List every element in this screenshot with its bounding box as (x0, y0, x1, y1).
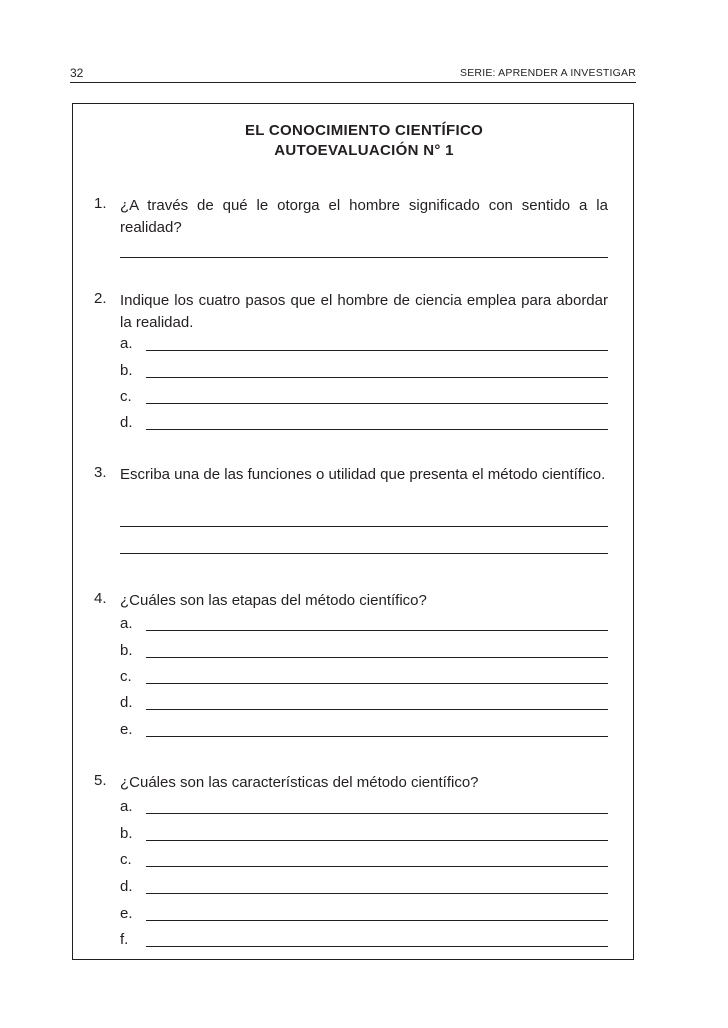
question-5-answer-line-d[interactable] (146, 893, 608, 894)
question-5-answer-line-a[interactable] (146, 813, 608, 814)
question-4-option-letter: a. (120, 615, 133, 632)
question-2-text: Indique los cuatro pasos que el hombre de ciencia emplea para abordar la realidad. (120, 292, 608, 331)
question-5-answer-line-b[interactable] (146, 840, 608, 841)
page-number: 32 (70, 66, 84, 80)
question-3-number: 3. (94, 464, 107, 481)
question-4-answer-line-c[interactable] (146, 683, 608, 684)
question-2-answer-line-b[interactable] (146, 377, 608, 378)
question-1-number: 1. (94, 195, 107, 212)
question-5-option-letter: c. (120, 851, 132, 868)
question-2-option-letter: c. (120, 388, 132, 405)
question-2-option-letter: b. (120, 362, 133, 379)
question-1-text: ¿A través de qué le otorga el hombre significado con sentido a la realidad? (120, 197, 608, 236)
question-5-option-letter: f. (120, 931, 129, 948)
question-5-option-letter: a. (120, 798, 133, 815)
worksheet-title: EL CONOCIMIENTO CIENTÍFICO (244, 122, 484, 139)
question-4-answer-line-b[interactable] (146, 657, 608, 658)
question-1-answer-line[interactable] (120, 257, 608, 258)
question-5-number: 5. (94, 772, 107, 789)
question-3-text: Escriba una de las funciones o utilidad que presenta el método científico. (120, 466, 606, 483)
question-4-answer-line-e[interactable] (146, 736, 608, 737)
question-4-option-letter: e. (120, 721, 133, 738)
question-5-text: ¿Cuáles son las características del método científico? (120, 774, 479, 791)
question-2-answer-line-d[interactable] (146, 429, 608, 430)
question-2-option-letter: d. (120, 414, 133, 431)
question-3-answer-line-2[interactable] (120, 553, 608, 554)
question-5-option-letter: d. (120, 878, 133, 895)
question-5-answer-line-c[interactable] (146, 866, 608, 867)
question-2-answer-line-a[interactable] (146, 350, 608, 351)
question-4-answer-line-a[interactable] (146, 630, 608, 631)
series-title: SERIE: APRENDER A INVESTIGAR (460, 67, 636, 79)
question-5-answer-line-e[interactable] (146, 920, 608, 921)
question-5-option-letter: e. (120, 905, 133, 922)
question-4-option-letter: b. (120, 642, 133, 659)
question-4-text: ¿Cuáles son las etapas del método científico? (120, 592, 427, 609)
question-4-option-letter: c. (120, 668, 132, 685)
question-4-answer-line-d[interactable] (146, 709, 608, 710)
question-4-number: 4. (94, 590, 107, 607)
question-2-answer-line-c[interactable] (146, 403, 608, 404)
question-2-number: 2. (94, 290, 107, 307)
question-5-option-letter: b. (120, 825, 133, 842)
page-header (70, 66, 636, 83)
worksheet-subtitle: AUTOEVALUACIÓN N° 1 (274, 142, 454, 159)
question-4-option-letter: d. (120, 694, 133, 711)
question-2-option-letter: a. (120, 335, 133, 352)
question-3-answer-line-1[interactable] (120, 526, 608, 527)
question-5-answer-line-f[interactable] (146, 946, 608, 947)
